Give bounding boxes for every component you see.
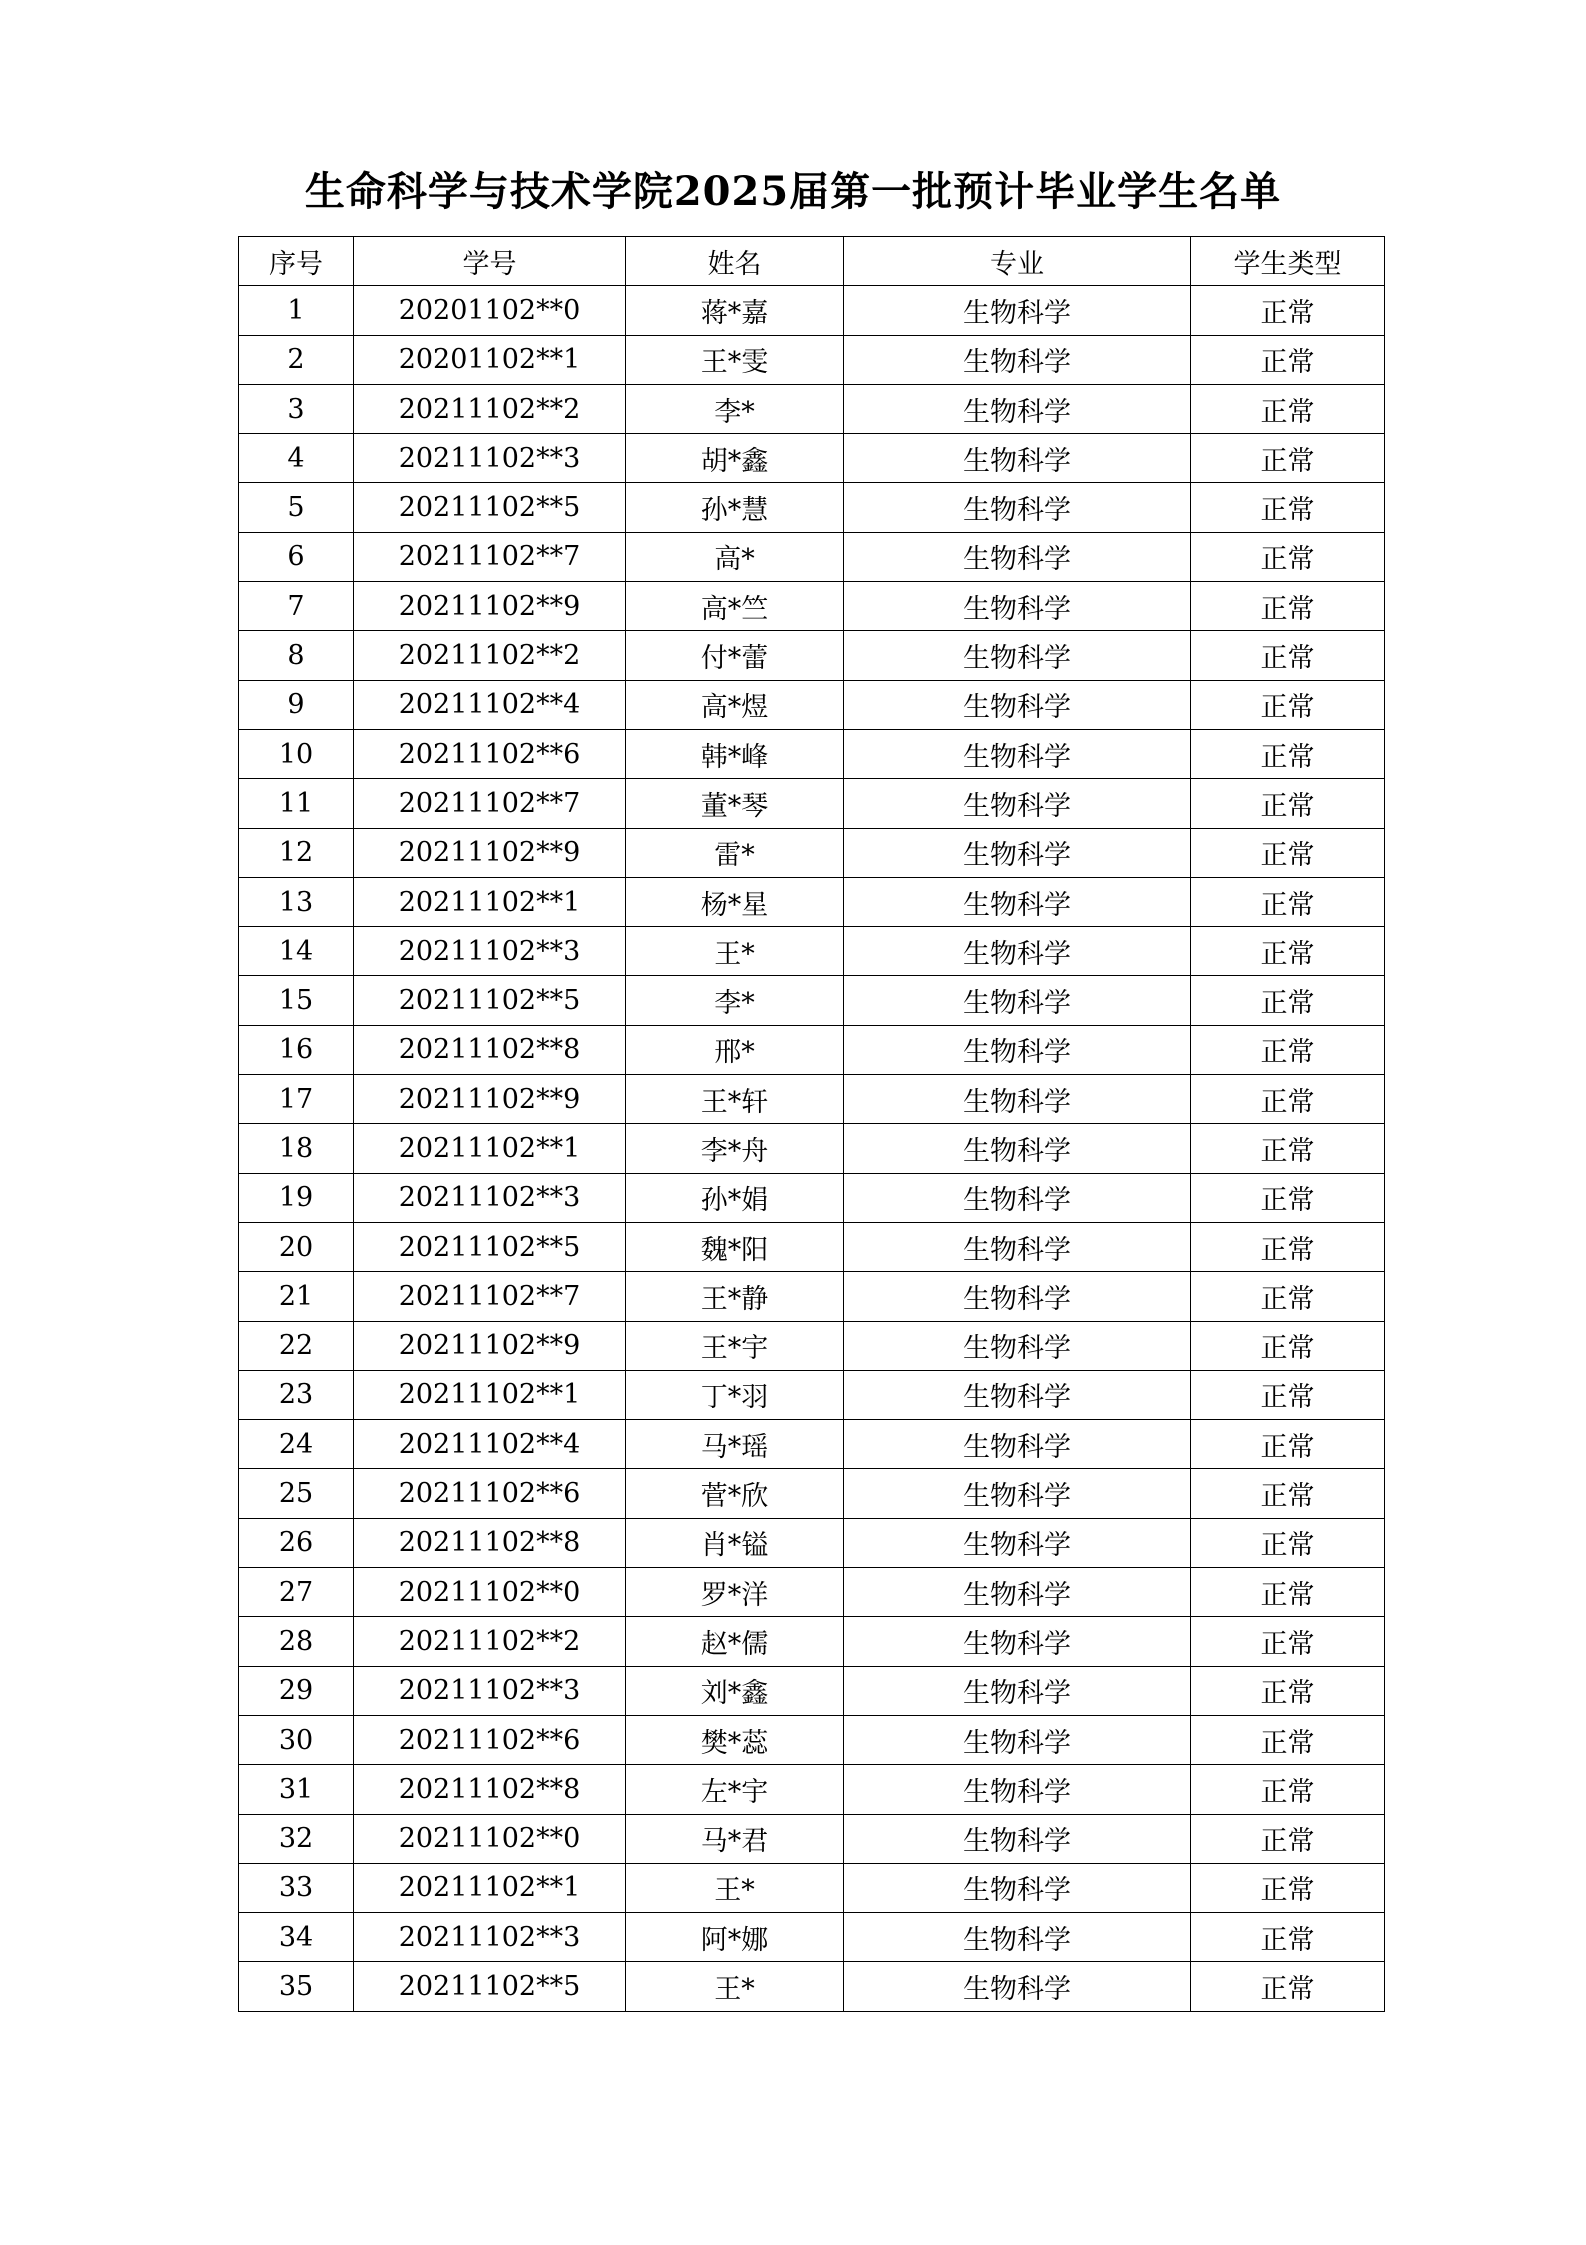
table-row	[239, 1814, 1385, 1863]
cell-student-type: 正常	[1191, 1222, 1385, 1271]
cell-major: 生物科学	[844, 779, 1191, 828]
table-row	[239, 1272, 1385, 1321]
cell-major: 生物科学	[844, 1272, 1191, 1321]
cell-seq: 33	[239, 1863, 354, 1912]
cell-seq: 16	[239, 1025, 354, 1074]
cell-seq: 28	[239, 1617, 354, 1666]
table-row	[239, 1025, 1385, 1074]
cell-major: 生物科学	[844, 1962, 1191, 2011]
cell-major: 生物科学	[844, 1173, 1191, 1222]
cell-seq: 13	[239, 877, 354, 926]
cell-student-id: 20211102**5	[354, 1962, 626, 2011]
cell-major: 生物科学	[844, 1469, 1191, 1518]
cell-major: 生物科学	[844, 1765, 1191, 1814]
table-row	[239, 1617, 1385, 1666]
cell-major: 生物科学	[844, 582, 1191, 631]
cell-student-id: 20211102**1	[354, 1370, 626, 1419]
cell-seq: 24	[239, 1420, 354, 1469]
cell-student-id: 20211102**7	[354, 779, 626, 828]
cell-name: 菅*欣	[626, 1469, 844, 1518]
cell-seq: 32	[239, 1814, 354, 1863]
table-row	[239, 631, 1385, 680]
cell-major: 生物科学	[844, 1666, 1191, 1715]
cell-name: 邢*	[626, 1025, 844, 1074]
cell-seq: 35	[239, 1962, 354, 2011]
cell-student-type: 正常	[1191, 1765, 1385, 1814]
cell-major: 生物科学	[844, 1715, 1191, 1764]
cell-name: 蒋*嘉	[626, 286, 844, 335]
cell-student-id: 20211102**7	[354, 532, 626, 581]
cell-seq: 20	[239, 1222, 354, 1271]
cell-student-type: 正常	[1191, 1913, 1385, 1962]
cell-student-type: 正常	[1191, 1715, 1385, 1764]
cell-name: 韩*峰	[626, 729, 844, 778]
cell-seq: 31	[239, 1765, 354, 1814]
cell-student-type: 正常	[1191, 286, 1385, 335]
cell-name: 高*煜	[626, 680, 844, 729]
cell-major: 生物科学	[844, 729, 1191, 778]
cell-student-type: 正常	[1191, 1863, 1385, 1912]
cell-student-id: 20211102**8	[354, 1765, 626, 1814]
cell-student-type: 正常	[1191, 877, 1385, 926]
cell-major: 生物科学	[844, 532, 1191, 581]
cell-name: 雷*	[626, 828, 844, 877]
cell-student-id: 20211102**6	[354, 729, 626, 778]
cell-name: 肖*镒	[626, 1518, 844, 1567]
cell-seq: 30	[239, 1715, 354, 1764]
table-row	[239, 532, 1385, 581]
cell-seq: 9	[239, 680, 354, 729]
cell-student-id: 20211102**3	[354, 434, 626, 483]
cell-name: 胡*鑫	[626, 434, 844, 483]
cell-name: 高*竺	[626, 582, 844, 631]
cell-seq: 19	[239, 1173, 354, 1222]
table-row	[239, 286, 1385, 335]
cell-name: 马*瑶	[626, 1420, 844, 1469]
cell-name: 孙*慧	[626, 483, 844, 532]
cell-student-type: 正常	[1191, 1321, 1385, 1370]
table-row	[239, 1173, 1385, 1222]
cell-name: 王*宇	[626, 1321, 844, 1370]
cell-student-type: 正常	[1191, 1568, 1385, 1617]
cell-seq: 26	[239, 1518, 354, 1567]
cell-student-type: 正常	[1191, 729, 1385, 778]
table-row	[239, 1715, 1385, 1764]
cell-name: 高*	[626, 532, 844, 581]
cell-major: 生物科学	[844, 680, 1191, 729]
table-row	[239, 384, 1385, 433]
cell-name: 罗*洋	[626, 1568, 844, 1617]
table-row	[239, 1765, 1385, 1814]
cell-student-type: 正常	[1191, 1518, 1385, 1567]
cell-student-type: 正常	[1191, 1075, 1385, 1124]
cell-seq: 11	[239, 779, 354, 828]
cell-student-type: 正常	[1191, 631, 1385, 680]
cell-student-id: 20211102**1	[354, 877, 626, 926]
cell-name: 王*静	[626, 1272, 844, 1321]
table-row	[239, 434, 1385, 483]
cell-seq: 25	[239, 1469, 354, 1518]
cell-name: 阿*娜	[626, 1913, 844, 1962]
cell-seq: 5	[239, 483, 354, 532]
cell-major: 生物科学	[844, 1075, 1191, 1124]
cell-student-id: 20211102**2	[354, 384, 626, 433]
cell-major: 生物科学	[844, 927, 1191, 976]
cell-student-type: 正常	[1191, 680, 1385, 729]
table-row	[239, 877, 1385, 926]
cell-major: 生物科学	[844, 877, 1191, 926]
cell-major: 生物科学	[844, 1518, 1191, 1567]
cell-seq: 10	[239, 729, 354, 778]
table-row	[239, 680, 1385, 729]
cell-student-id: 20201102**0	[354, 286, 626, 335]
cell-seq: 34	[239, 1913, 354, 1962]
cell-student-type: 正常	[1191, 1617, 1385, 1666]
cell-major: 生物科学	[844, 1568, 1191, 1617]
cell-student-id: 20211102**7	[354, 1272, 626, 1321]
cell-student-type: 正常	[1191, 927, 1385, 976]
cell-name: 左*宇	[626, 1765, 844, 1814]
cell-seq: 8	[239, 631, 354, 680]
cell-seq: 17	[239, 1075, 354, 1124]
cell-seq: 21	[239, 1272, 354, 1321]
cell-name: 王*雯	[626, 335, 844, 384]
cell-name: 丁*羽	[626, 1370, 844, 1419]
cell-seq: 7	[239, 582, 354, 631]
table-row	[239, 1913, 1385, 1962]
cell-student-id: 20211102**8	[354, 1518, 626, 1567]
cell-name: 董*琴	[626, 779, 844, 828]
cell-seq: 29	[239, 1666, 354, 1715]
cell-name: 王*	[626, 927, 844, 976]
cell-major: 生物科学	[844, 1222, 1191, 1271]
cell-seq: 18	[239, 1124, 354, 1173]
cell-major: 生物科学	[844, 1814, 1191, 1863]
table-row	[239, 927, 1385, 976]
cell-student-id: 20211102**3	[354, 927, 626, 976]
header-row	[239, 237, 1385, 286]
cell-name: 李*	[626, 384, 844, 433]
cell-seq: 14	[239, 927, 354, 976]
table-row	[239, 1370, 1385, 1419]
cell-name: 付*蕾	[626, 631, 844, 680]
cell-major: 生物科学	[844, 1420, 1191, 1469]
cell-name: 孙*娟	[626, 1173, 844, 1222]
cell-major: 生物科学	[844, 1321, 1191, 1370]
table-row	[239, 1568, 1385, 1617]
cell-student-type: 正常	[1191, 1124, 1385, 1173]
cell-student-type: 正常	[1191, 1666, 1385, 1715]
cell-student-type: 正常	[1191, 1370, 1385, 1419]
table-row	[239, 1222, 1385, 1271]
cell-student-type: 正常	[1191, 434, 1385, 483]
cell-student-type: 正常	[1191, 1173, 1385, 1222]
table-row	[239, 729, 1385, 778]
cell-name: 李*舟	[626, 1124, 844, 1173]
cell-major: 生物科学	[844, 1025, 1191, 1074]
cell-student-type: 正常	[1191, 1962, 1385, 2011]
cell-name: 刘*鑫	[626, 1666, 844, 1715]
cell-student-id: 20211102**3	[354, 1173, 626, 1222]
cell-student-id: 20211102**1	[354, 1863, 626, 1912]
header-student-id: 学号	[354, 237, 626, 286]
page-title: 生命科学与技术学院2025届第一批预计毕业学生名单	[304, 168, 1282, 215]
cell-student-type: 正常	[1191, 483, 1385, 532]
table-row	[239, 1518, 1385, 1567]
cell-name: 杨*星	[626, 877, 844, 926]
cell-student-type: 正常	[1191, 976, 1385, 1025]
cell-seq: 23	[239, 1370, 354, 1419]
table-row	[239, 779, 1385, 828]
cell-student-id: 20211102**9	[354, 828, 626, 877]
cell-seq: 2	[239, 335, 354, 384]
cell-student-id: 20211102**0	[354, 1814, 626, 1863]
cell-student-type: 正常	[1191, 1469, 1385, 1518]
cell-name: 王*	[626, 1863, 844, 1912]
cell-major: 生物科学	[844, 828, 1191, 877]
cell-name: 马*君	[626, 1814, 844, 1863]
table-row	[239, 483, 1385, 532]
cell-seq: 6	[239, 532, 354, 581]
cell-name: 樊*蕊	[626, 1715, 844, 1764]
cell-major: 生物科学	[844, 1370, 1191, 1419]
table-row	[239, 1863, 1385, 1912]
cell-seq: 15	[239, 976, 354, 1025]
table-row	[239, 976, 1385, 1025]
table-row	[239, 1962, 1385, 2011]
graduate-list-table	[238, 236, 1385, 2012]
cell-student-type: 正常	[1191, 335, 1385, 384]
cell-seq: 1	[239, 286, 354, 335]
cell-major: 生物科学	[844, 335, 1191, 384]
cell-student-type: 正常	[1191, 828, 1385, 877]
cell-major: 生物科学	[844, 286, 1191, 335]
table-row	[239, 1124, 1385, 1173]
table-row	[239, 828, 1385, 877]
cell-major: 生物科学	[844, 1863, 1191, 1912]
table-row	[239, 1666, 1385, 1715]
cell-name: 赵*儒	[626, 1617, 844, 1666]
cell-student-id: 20211102**1	[354, 1124, 626, 1173]
cell-student-id: 20211102**4	[354, 680, 626, 729]
cell-major: 生物科学	[844, 1617, 1191, 1666]
table-header	[239, 237, 1385, 286]
cell-student-id: 20211102**2	[354, 631, 626, 680]
cell-student-type: 正常	[1191, 582, 1385, 631]
cell-student-id: 20211102**5	[354, 976, 626, 1025]
cell-student-id: 20211102**5	[354, 1222, 626, 1271]
table-row	[239, 1420, 1385, 1469]
cell-student-id: 20211102**9	[354, 1321, 626, 1370]
cell-seq: 4	[239, 434, 354, 483]
table-body	[239, 286, 1385, 2011]
cell-student-id: 20211102**3	[354, 1913, 626, 1962]
cell-seq: 12	[239, 828, 354, 877]
cell-student-type: 正常	[1191, 1272, 1385, 1321]
header-name: 姓名	[626, 237, 844, 286]
table-row	[239, 335, 1385, 384]
table-row	[239, 1469, 1385, 1518]
cell-student-type: 正常	[1191, 779, 1385, 828]
cell-name: 王*轩	[626, 1075, 844, 1124]
cell-student-id: 20211102**9	[354, 582, 626, 631]
cell-student-type: 正常	[1191, 532, 1385, 581]
cell-seq: 27	[239, 1568, 354, 1617]
cell-student-id: 20211102**3	[354, 1666, 626, 1715]
cell-major: 生物科学	[844, 434, 1191, 483]
cell-student-id: 20211102**4	[354, 1420, 626, 1469]
cell-name: 王*	[626, 1962, 844, 2011]
cell-major: 生物科学	[844, 631, 1191, 680]
cell-student-id: 20211102**0	[354, 1568, 626, 1617]
cell-student-id: 20211102**9	[354, 1075, 626, 1124]
table-row	[239, 582, 1385, 631]
cell-student-type: 正常	[1191, 384, 1385, 433]
cell-student-id: 20211102**5	[354, 483, 626, 532]
cell-student-id: 20211102**6	[354, 1469, 626, 1518]
cell-name: 魏*阳	[626, 1222, 844, 1271]
cell-seq: 3	[239, 384, 354, 433]
header-student-type: 学生类型	[1191, 237, 1385, 286]
cell-student-id: 20201102**1	[354, 335, 626, 384]
cell-seq: 22	[239, 1321, 354, 1370]
cell-major: 生物科学	[844, 384, 1191, 433]
header-major: 专业	[844, 237, 1191, 286]
cell-student-id: 20211102**2	[354, 1617, 626, 1666]
cell-major: 生物科学	[844, 1124, 1191, 1173]
cell-student-id: 20211102**6	[354, 1715, 626, 1764]
table-row	[239, 1075, 1385, 1124]
cell-student-type: 正常	[1191, 1420, 1385, 1469]
cell-student-type: 正常	[1191, 1814, 1385, 1863]
cell-major: 生物科学	[844, 1913, 1191, 1962]
cell-student-type: 正常	[1191, 1025, 1385, 1074]
cell-major: 生物科学	[844, 483, 1191, 532]
cell-major: 生物科学	[844, 976, 1191, 1025]
table-row	[239, 1321, 1385, 1370]
cell-name: 李*	[626, 976, 844, 1025]
header-seq: 序号	[239, 237, 354, 286]
cell-student-id: 20211102**8	[354, 1025, 626, 1074]
